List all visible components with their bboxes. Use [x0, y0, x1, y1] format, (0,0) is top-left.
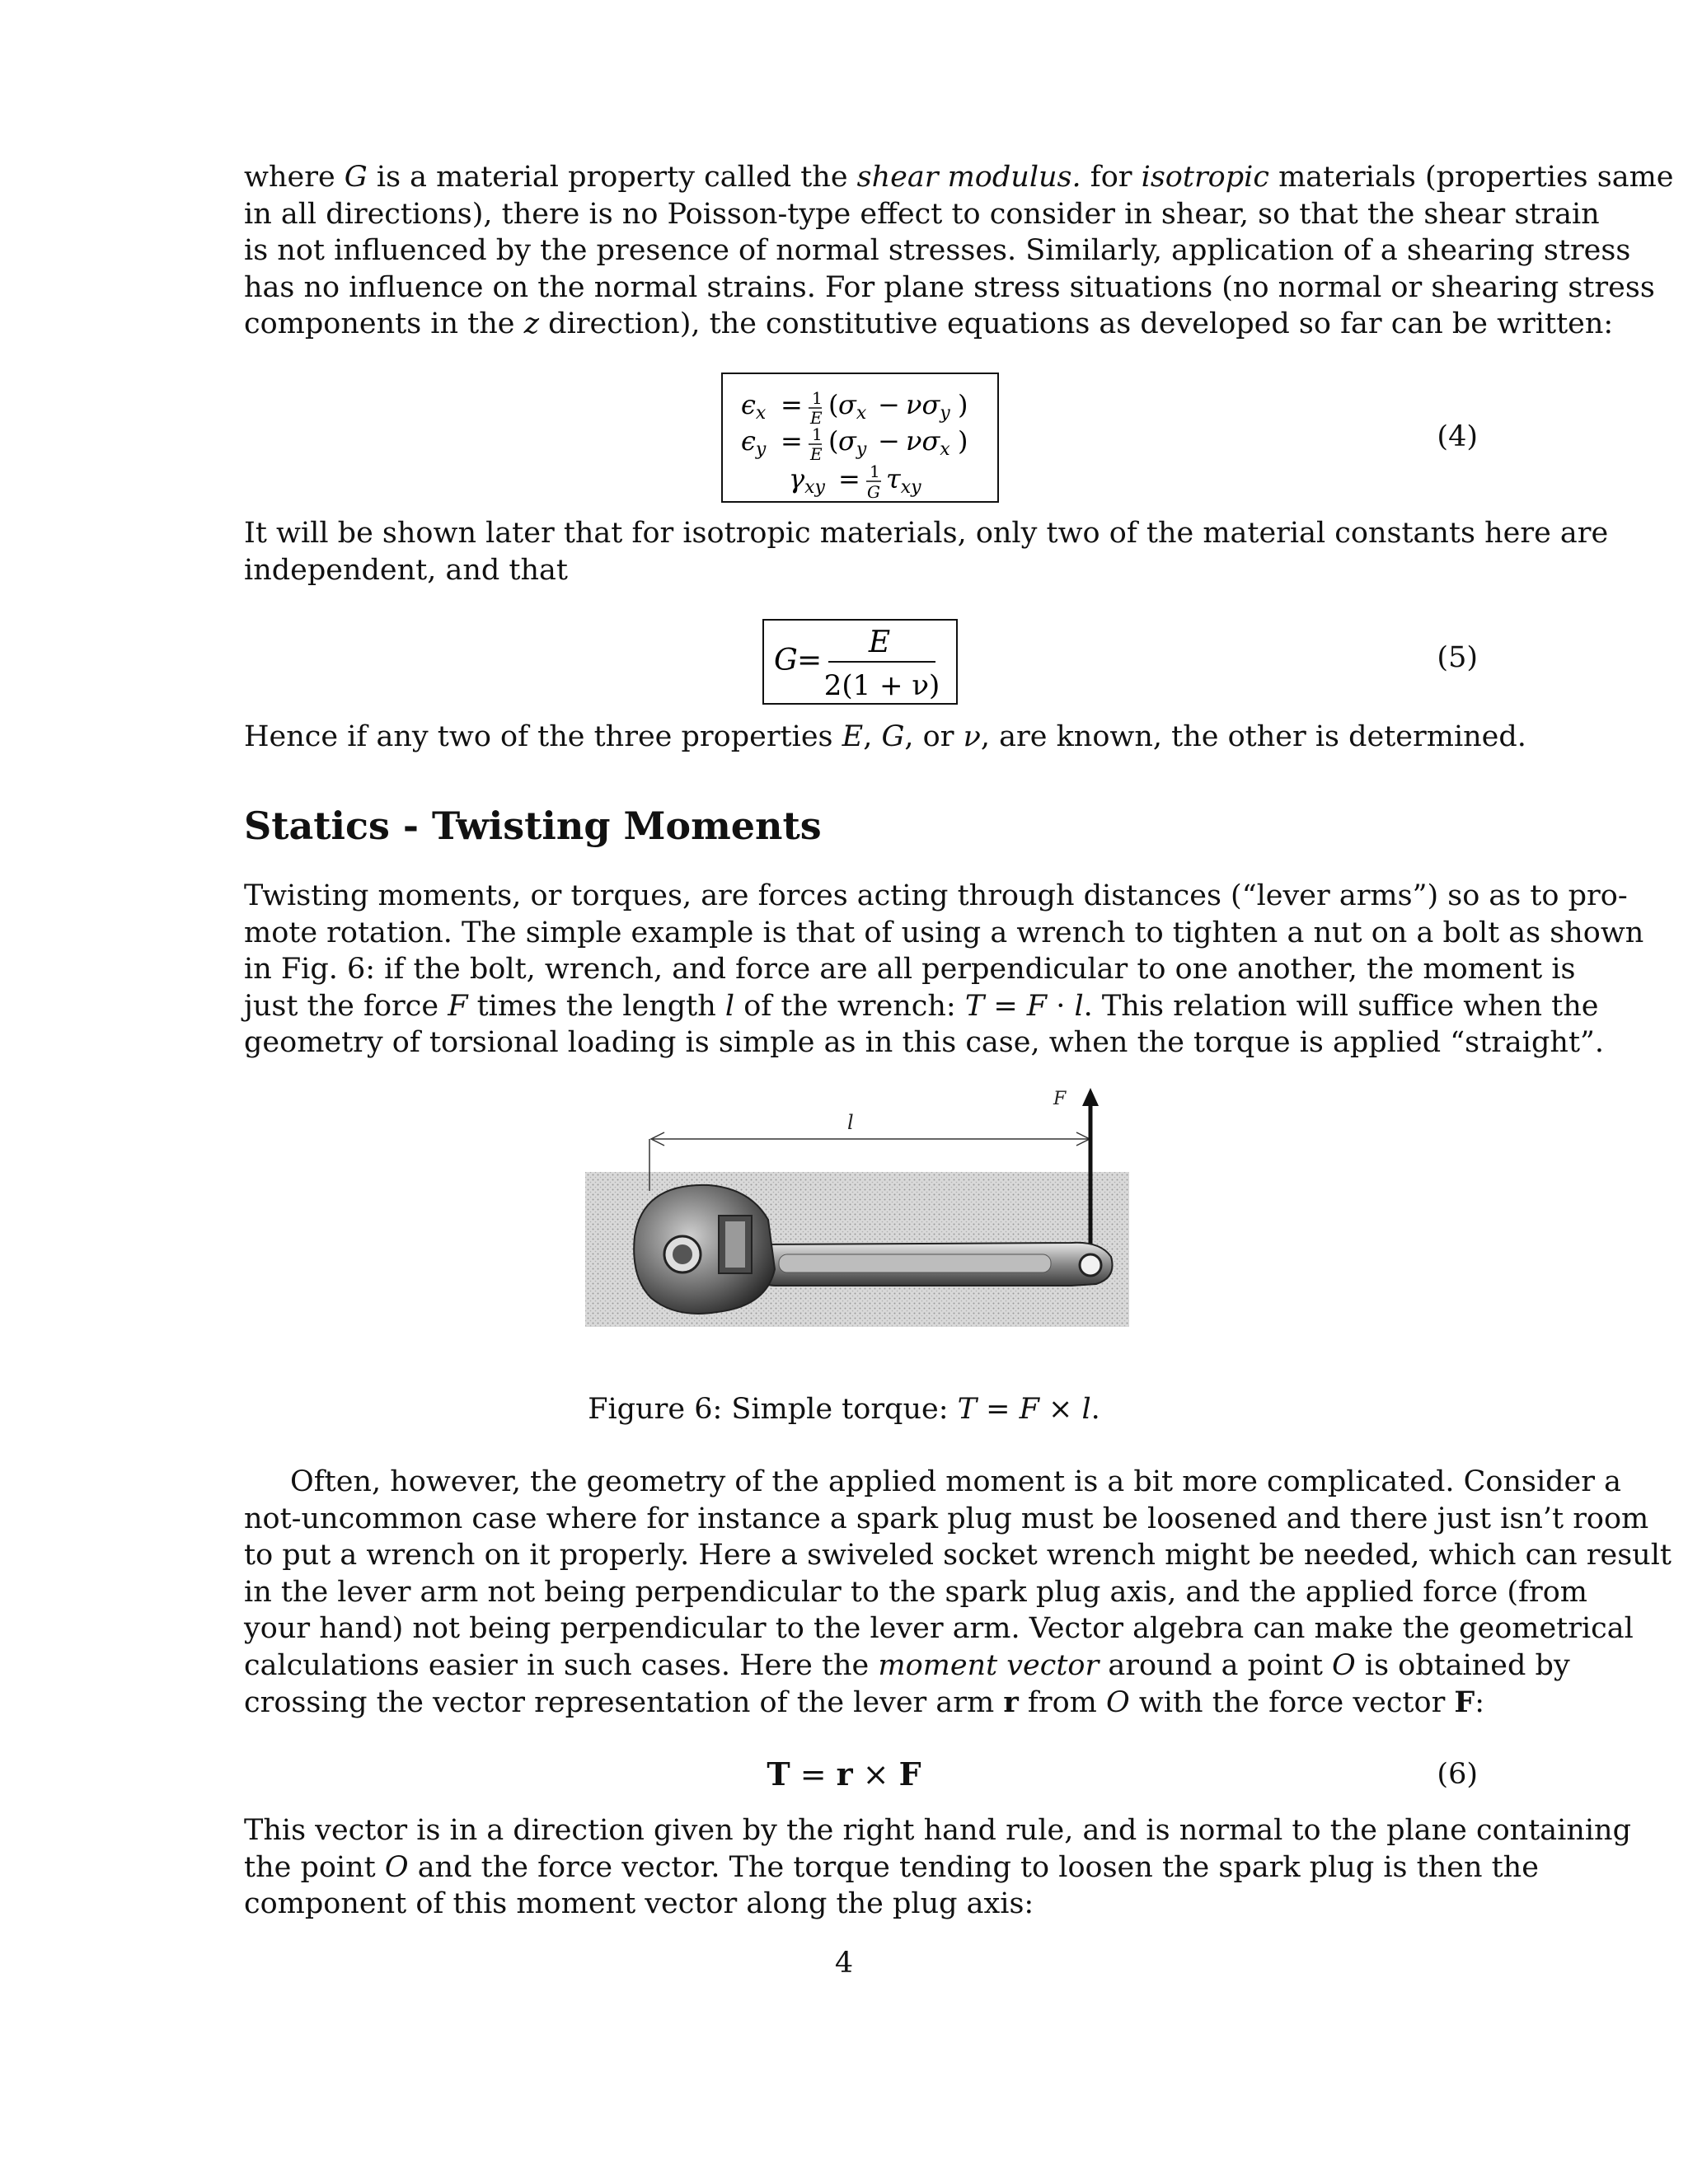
text-line: in Fig. 6: if the bolt, wrench, and force are all perpendicular to one another, the moment is: [244, 953, 1576, 987]
equation-number-5: (5): [1437, 641, 1478, 674]
text-line: Often, however, the geometry of the applied moment is a bit more complicated. Consider a: [290, 1465, 1621, 1498]
label-l: l: [847, 1111, 854, 1134]
svg-text:σy: σy: [838, 425, 867, 460]
text-line: to put a wrench on it properly. Here a swiveled socket wrench might be needed, which can result: [244, 1539, 1672, 1572]
text-line: components in the z direction), the constitutive equations as developed so far can be written:: [244, 307, 1614, 341]
equation-number-4: (4): [1437, 420, 1478, 453]
svg-text:): ): [958, 425, 968, 457]
text-line: just the force F times the length l of the wrench: T = F · l. This relation will suffice when the: [244, 989, 1599, 1023]
text-line: where G is a material property called the shear modulus. for isotropic materials (properties same: [244, 161, 1674, 194]
svg-text:γxy: γxy: [789, 463, 825, 498]
svg-text:νσy: νσy: [906, 389, 950, 424]
text-line: It will be shown later that for isotropic materials, only two of the material constants here are: [244, 517, 1609, 550]
text-line: your hand) not being perpendicular to the lever arm. Vector algebra can make the geometrical: [244, 1612, 1634, 1646]
svg-text:=: =: [781, 389, 803, 420]
text-line: Twisting moments, or torques, are forces acting through distances (“lever arms”) so as to pro-: [244, 879, 1628, 912]
wrench-head: [634, 1185, 775, 1314]
svg-text:νσx: νσx: [906, 425, 950, 460]
svg-text:−: −: [878, 389, 900, 420]
eq5-denominator: 2(1 + ν): [823, 669, 940, 702]
text-line: in the lever arm not being perpendicular to the spark plug axis, and the applied force (from: [244, 1575, 1587, 1609]
text-line: calculations easier in such cases. Here the moment vector around a point O is obtained by: [244, 1648, 1570, 1682]
paragraph-twisting-moments: [244, 878, 1644, 1062]
section-heading: Statics - Twisting Moments: [244, 804, 822, 848]
equation-5-box: [762, 619, 958, 705]
text-line: mote rotation. The simple example is that of using a wrench to tighten a nut on a bolt as shown: [244, 916, 1644, 949]
svg-text:σx: σx: [838, 389, 867, 424]
paragraph-shear-modulus: [244, 159, 1674, 343]
equation-number-6: (6): [1437, 1758, 1478, 1791]
paragraph-moment-vector: [244, 1464, 1672, 1721]
equation-5-content: [764, 621, 956, 703]
text-line: in all directions), there is no Poisson-type effect to consider in shear, so that the shear strain: [244, 197, 1600, 231]
svg-text:1: 1: [812, 388, 823, 408]
svg-text:ϵx: ϵx: [741, 389, 767, 424]
text-line: geometry of torsional loading is simple as in this case, when the torque is applied “straight”.: [244, 1026, 1605, 1060]
svg-text:(: (: [828, 425, 839, 457]
text-line: not-uncommon case where for instance a spark plug must be loosened and there just isn’t room: [244, 1502, 1649, 1535]
text-line: component of this moment vector along the plug axis:: [244, 1887, 1034, 1921]
svg-text:E: E: [810, 444, 823, 464]
text-line: crossing the vector representation of the lever arm r from O with the force vector F:: [244, 1685, 1485, 1719]
label-F: F: [1053, 1089, 1067, 1109]
paragraph-hence: [244, 719, 1526, 756]
svg-text:1: 1: [812, 424, 823, 444]
svg-text:E: E: [810, 408, 823, 428]
paragraph-independent-constants: [244, 515, 1609, 588]
text-line: has no influence on the normal strains. For plane stress situations (no normal or shearing stress: [244, 270, 1655, 304]
svg-text:G: G: [774, 644, 798, 677]
svg-text:(: (: [828, 389, 839, 420]
text-line: the point O and the force vector. The torque tending to loosen the spark plug is then the: [244, 1850, 1539, 1884]
paragraph-right-hand-rule: [244, 1812, 1632, 1923]
text-line: This vector is in a direction given by the right hand rule, and is normal to the plane containing: [244, 1814, 1632, 1847]
svg-text:G: G: [867, 482, 880, 501]
equation-4-content: [723, 374, 997, 501]
svg-text:): ): [958, 389, 968, 420]
text-line: is not influenced by the presence of normal stresses. Similarly, application of a shearing stress: [244, 234, 1631, 268]
equation-6: T = r × F: [767, 1755, 921, 1793]
equation-4-box: [721, 373, 999, 503]
page-number: 4: [834, 1947, 854, 1980]
figure-wrench: [577, 1080, 1146, 1335]
figure-caption: Figure 6: Simple torque: T = F × l.: [588, 1393, 1100, 1426]
svg-text:=: =: [838, 463, 860, 494]
text-line: independent, and that: [244, 553, 568, 587]
svg-text:ϵy: ϵy: [741, 425, 767, 460]
eq5-numerator: E: [868, 626, 891, 659]
text-line: Hence if any two of the three properties E, G, or ν, are known, the other is determined.: [244, 720, 1526, 753]
svg-text:1: 1: [870, 462, 880, 481]
svg-text:=: =: [781, 425, 803, 457]
svg-text:τxy: τxy: [886, 463, 921, 498]
svg-text:−: −: [878, 425, 900, 457]
svg-text:=: =: [797, 644, 823, 677]
